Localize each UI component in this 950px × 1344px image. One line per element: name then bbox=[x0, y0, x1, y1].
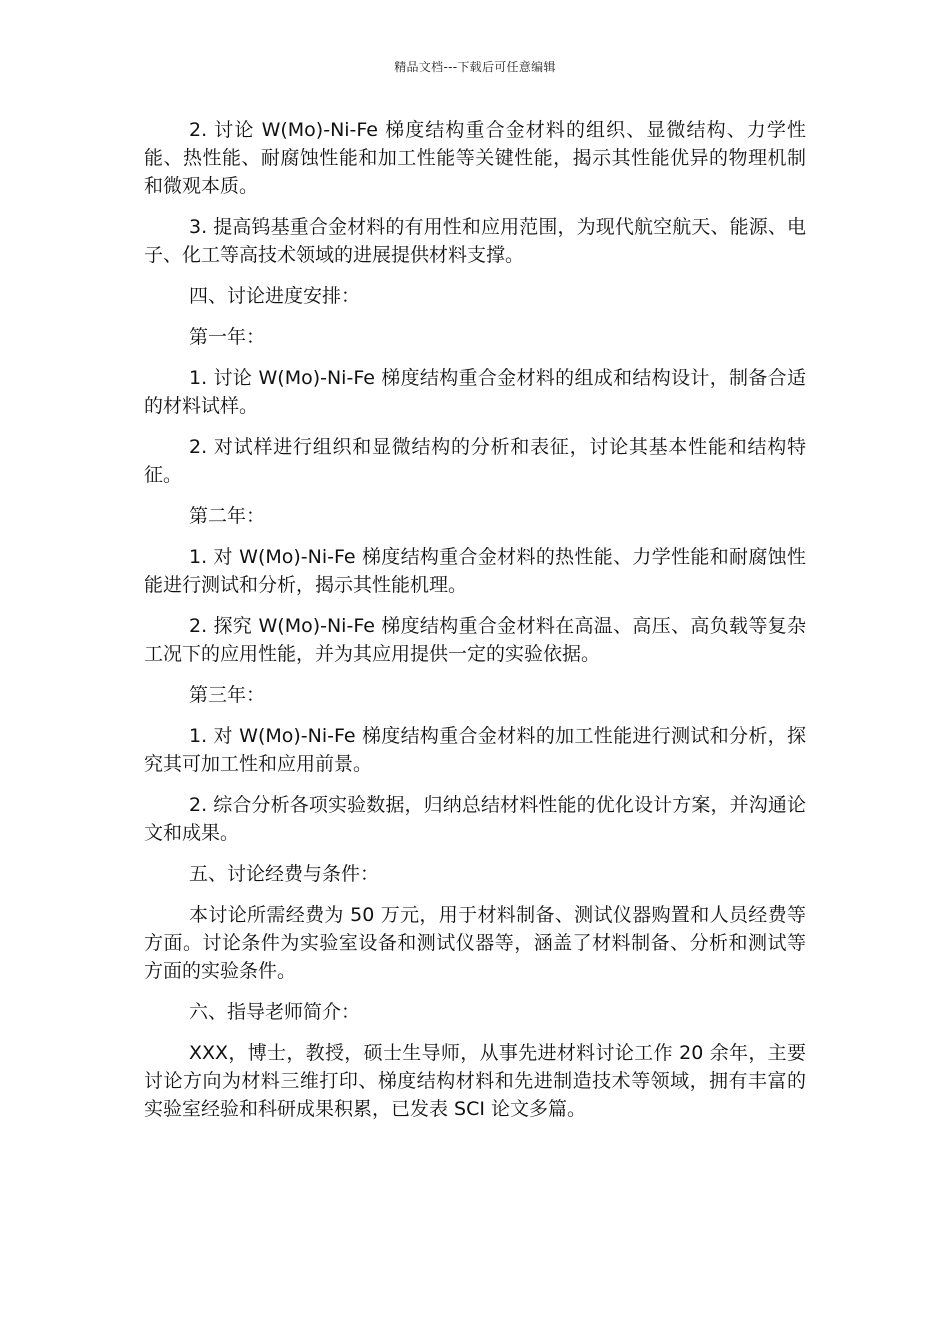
year-2-title: 第二年： bbox=[189, 505, 266, 527]
year-3-title: 第三年： bbox=[189, 684, 266, 706]
section-6-text: XXX，博士，教授，硕士生导师，从事先进材料讨论工作 20 余年，主要讨论方向为材料三维打印、梯度结构材料和先进制造技术等领域，拥有丰富的实验室经验和科研成果积累，已发表 SCI 论文多篇。 bbox=[144, 1042, 806, 1120]
section-4-title: 四、讨论进度安排： bbox=[189, 285, 361, 307]
year-1-title: 第一年： bbox=[189, 326, 266, 348]
year-1-item-2: 2. 对试样进行组织和显微结构的分析和表征，讨论其基本性能和结构特征。 bbox=[144, 436, 806, 486]
section-6-title: 六、指导老师简介： bbox=[189, 1001, 361, 1023]
year-1-item-1: 1. 讨论 W(Mo)-Ni-Fe 梯度结构重合金材料的组成和结构设计，制备合适的材料试样。 bbox=[144, 367, 806, 417]
section-5-title: 五、讨论经费与条件： bbox=[189, 863, 380, 885]
year-3-item-1: 1. 对 W(Mo)-Ni-Fe 梯度结构重合金材料的加工性能进行测试和分析，探究其可加工性和应用前景。 bbox=[144, 725, 806, 775]
section-5-text: 本讨论所需经费为 50 万元，用于材料制备、测试仪器购置和人员经费等方面。讨论条件为实验室设备和测试仪器等，涵盖了材料制备、分析和测试等方面的实验条件。 bbox=[144, 904, 806, 982]
page-header: 精品文档---下载后可任意编辑 bbox=[394, 60, 556, 74]
document-body bbox=[144, 116, 806, 1136]
year-2-item-1: 1. 对 W(Mo)-Ni-Fe 梯度结构重合金材料的热性能、力学性能和耐腐蚀性能进行测试和分析，揭示其性能机理。 bbox=[144, 546, 806, 596]
research-goal-2: 2. 讨论 W(Mo)-Ni-Fe 梯度结构重合金材料的组织、显微结构、力学性能、热性能、耐腐蚀性能和加工性能等关键性能，揭示其性能优异的物理机制和微观本质。 bbox=[144, 119, 806, 197]
research-goal-3: 3. 提高钨基重合金材料的有用性和应用范围，为现代航空航天、能源、电子、化工等高技术领域的进展提供材料支撑。 bbox=[144, 216, 806, 266]
year-3-item-2: 2. 综合分析各项实验数据，归纳总结材料性能的优化设计方案，并沟通论文和成果。 bbox=[144, 794, 806, 844]
year-2-item-2: 2. 探究 W(Mo)-Ni-Fe 梯度结构重合金材料在高温、高压、高负载等复杂工况下的应用性能，并为其应用提供一定的实验依据。 bbox=[144, 615, 806, 665]
